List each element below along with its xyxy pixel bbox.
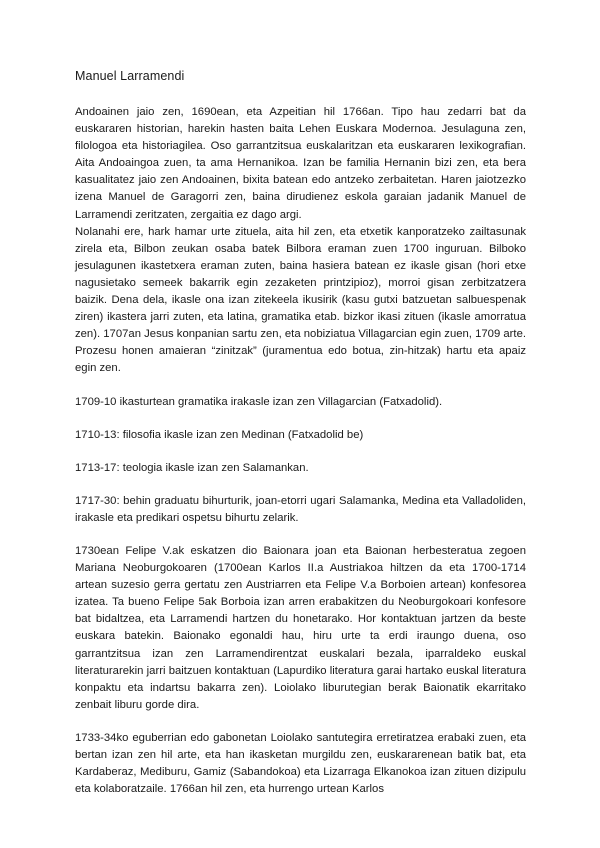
paragraph-1717: 1717-30: behin graduatu bihurturik, joan-etorri ugari Salamanka, Medina eta Valladoliden, irakasle eta predikari ospetsu bihurtu zelarik. [75, 494, 526, 524]
paragraph-1713: 1713-17: teologia ikasle izan zen Salamankan. [75, 461, 309, 474]
document-page [75, 68, 526, 798]
paragraph-childhood: Nolanahi ere, hark hamar urte zituela, aita hil zen, eta etxetik kanporatzeko zailtasunak zirela eta, Bilbon zeukan osaba batek Bilbora eraman zuen 1700 inguruan. Bilboko jesulagunen ikastetxera eraman zuten, baina hasiera batean ez ikasle gisan (hori etxe nagusietako semeek bakarrik egin zezaketen printzipioz), morroi gisan zerbitzatzera baizik. Dena dela, ikasle ona izan zitekeela ikusirik (kasu gutxi batzuetan salbuespenak ziren) ikastera jarri zuten, eta latina, gramatika etab. bizkor ikasi zituen (ikasle amorratua zen). 1707an Jesus konpanian sartu zen, eta nobiziatua Villagarcian egin zuen, 1709 arte. Prozesu honen amaieran “zinitzak” (juramentua edo botua, zin-hitzak) hartu eta apaiz egin zen. [75, 225, 526, 375]
paragraph-birth: Andoainen jaio zen, 1690ean, eta Azpeitian hil 1766an. Tipo hau zedarri bat da euskararen historian, harekin hasten baita Lehen Euskara Modernoa. Jesulaguna zen, filologoa eta historiagilea. Oso garrantzitsua euskalaritzan eta euskararen lexikografian. Aita Andoaingoa zuen, ta ama Hernanikoa. Izan be familia Hernanin bizi zen, eta bera kasualitatez jaio zen Andoainen, bixita batean edo antzeko zerbaitetan. Haren jaiotzezko izena Manuel de Garagorri zen, baina dirudienez eskola garaian jadanik Manuel de Larramendi zeritzaten, zergaitia ez dago argi. [75, 106, 526, 221]
paragraph-1730: 1730ean Felipe V.ak eskatzen dio Baionara joan eta Baionan herbesteratua zegoen Mariana Neoburgokoaren (1700ean Karlos II.a Austriakoa hiltzen da eta 1700-1714 artean suzesio gerra gertatu zen Austriarren eta Felipe V.a Borboien artean) konfesorea izatea. Ta bueno Felipe 5ak Borboia izan arren erabakitzen du Neoburgokoari konfesore bat bidaltzea, eta Larramendi hartzen du honetarako. Hor kontaktuan jartzen da beste euskara batekin. Baionako egonaldi hau, hiru urte ta erdi iraungo duena, oso garrantzitsua izan zen Larramendirentzat euskalari bezala, iparraldeko euskal literaturarekin jarri baitzuen kontaktuan (Lapurdiko literatura garai hartako euskal literatura konpaktu eta indartsu bakarra zen). Loiolako liburutegian berak Baionatik ekarritako zenbait liburu gorde dira. [75, 544, 526, 711]
paragraph-1733: 1733-34ko eguberrian edo gabonetan Loiolako santutegira erretiratzea erabaki zuen, eta bertan izan zen hil arte, eta han ikasketan murgildu zen, euskararenean batik bat, eta Kardaberaz, Mediburu, Gamiz (Sabandokoa) eta Lizarraga Elkanokoa izan zituen dizipulu eta kolaboratzaile. 1766an hil zen, eta hurrengo urtean Karlos [75, 731, 526, 796]
paragraph-1709: 1709-10 ikasturtean gramatika irakasle izan zen Villagarcian (Fatxadolid). [75, 395, 443, 408]
paragraph-1710: 1710-13: filosofia ikasle izan zen Medinan (Fatxadolid be) [75, 428, 364, 441]
document-title: Manuel Larramendi [75, 69, 185, 83]
